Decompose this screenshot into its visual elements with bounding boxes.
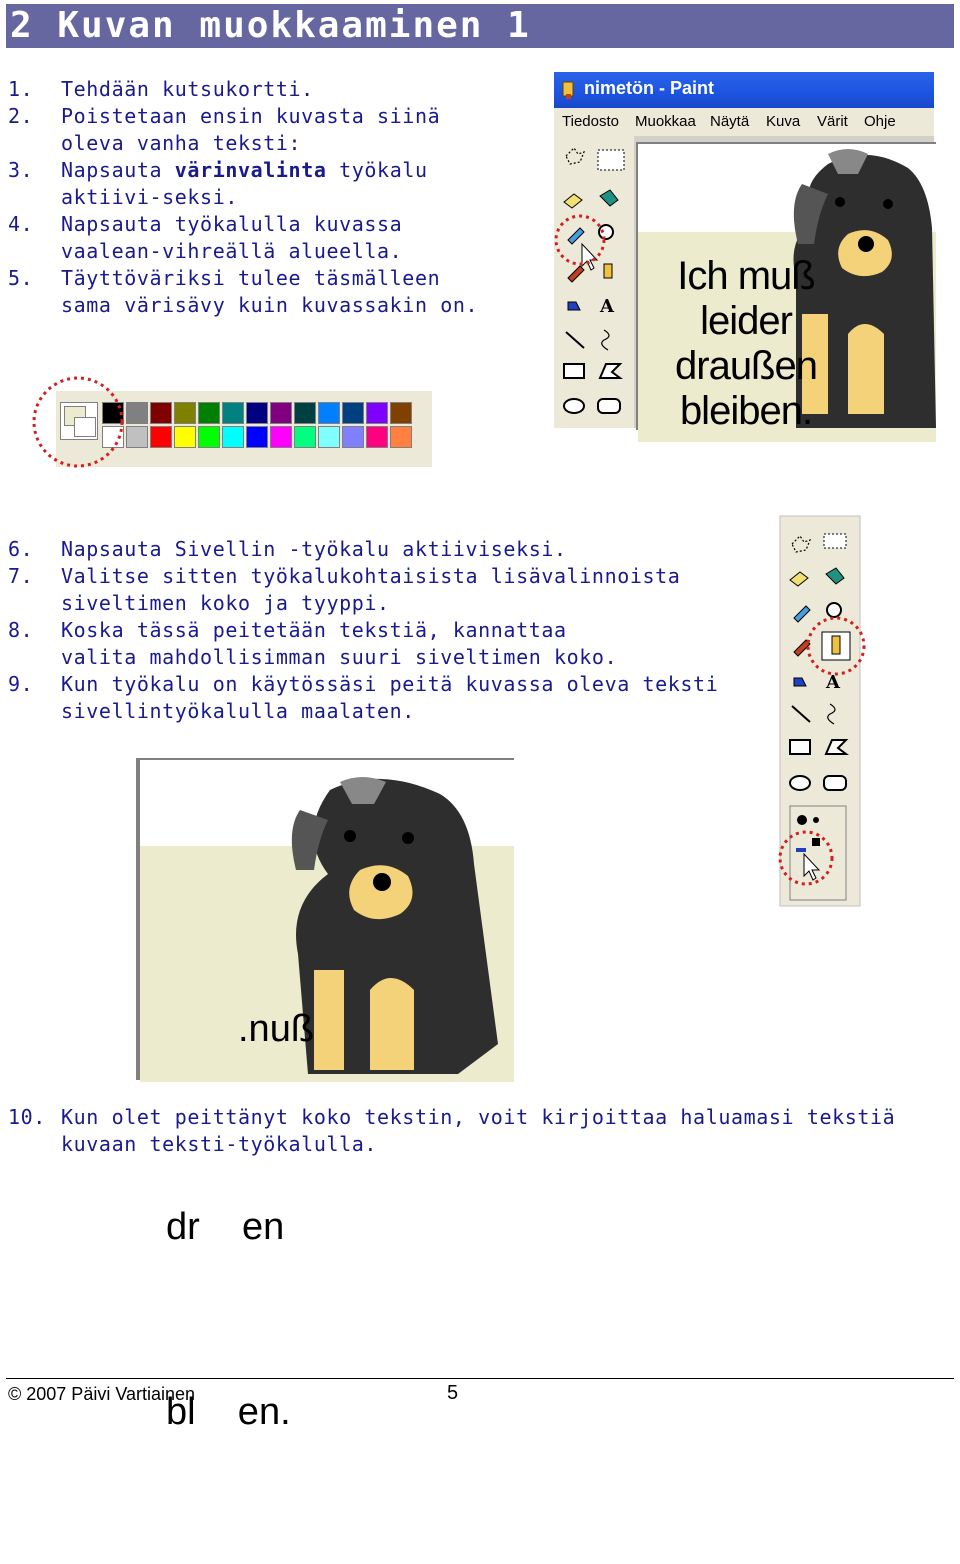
brush-icon [604,264,612,278]
palette-swatch[interactable] [270,402,292,424]
card-text-line-2: leider [700,299,792,343]
erased-text-line-1: .nuß [238,1008,315,1050]
palette-swatch[interactable] [390,426,412,448]
step-8: 8. Koska tässä peitetään tekstiä, kannattaa valita mahdollisimman suuri siveltimen koko. [8,618,618,669]
menu-tiedosto[interactable]: Tiedosto [562,113,619,130]
ellipse-icon [564,399,584,413]
palette-swatch[interactable] [270,426,292,448]
rect-select-icon [598,150,624,170]
step-4: 4. Napsauta työkalulla kuvassa vaalean-vihreällä alueella. [8,212,403,263]
step-10: 10. Kun olet peittänyt koko tekstin, voit kirjoittaa haluamasi tekstiä kuvaan teksti-työkalulla. [8,1105,896,1156]
paint-window-title: nimetön - Paint [584,78,714,98]
palette-swatch[interactable] [294,402,316,424]
paint-canvas[interactable] [636,142,936,433]
step-5: 5. Täyttöväriksi tulee täsmälleen sama värisävy kuin kuvassakin on. [8,266,479,317]
menu-nayta[interactable]: Näytä [710,113,750,130]
brush-size-selected [796,848,806,852]
steps-group-1 [8,76,498,319]
step-3: 3. Napsauta värinvalinta työkalu aktiivi-seksi. [8,158,428,209]
card-text-line-1: Ich muß [677,254,815,298]
rounded-rect-icon [598,399,620,413]
step-1: 1. Tehdään kutsukortti. [8,77,314,101]
paint-menubar [554,108,934,136]
footer-divider [6,1378,954,1379]
color-palette [20,352,436,476]
palette-swatch[interactable] [390,402,412,424]
paint-app-icon [560,80,578,100]
palette-swatch[interactable] [318,426,340,448]
brush-size-large [797,815,807,825]
palette-swatch[interactable] [198,402,220,424]
brush-size-medium [813,817,819,823]
page-number: 5 [447,1382,459,1404]
palette-swatch[interactable] [294,426,316,448]
brush-size-square-large [812,838,820,846]
page-title: 2 Kuvan muokkaaminen 1 [10,5,531,46]
menu-muokkaa[interactable]: Muokkaa [635,113,696,130]
erased-text-line-3: bl en. [166,1391,291,1433]
step-9: 9. Kun työkalu on käytössäsi peitä kuvassa oleva teksti sivellintyökalulla maalaten. [8,672,719,723]
erased-card-image [136,758,514,1433]
palette-swatch[interactable] [246,426,268,448]
palette-swatch[interactable] [222,402,244,424]
card-text [666,254,826,434]
palette-swatch[interactable] [198,426,220,448]
toolbox-brush-screenshot [780,516,866,908]
paint-toolbox [554,136,634,428]
card-text-line-3: draußen [675,344,817,388]
palette-swatch[interactable] [150,426,172,448]
magnifier-icon [827,603,841,617]
palette-swatch[interactable] [174,402,196,424]
palette-swatch[interactable] [342,426,364,448]
palette-swatch[interactable] [342,402,364,424]
palette-swatch[interactable] [366,426,388,448]
step-2: 2. Poistetaan ensin kuvasta siinä oleva vanha teksti: [8,104,441,155]
step-7: 7. Valitse sitten työkalukohtaisista lisävalinnoista siveltimen koko ja tyyppi. [8,564,681,615]
text-tool-icon: A [600,296,614,317]
rounded-rect-icon [824,776,846,790]
step-6: 6. Napsauta Sivellin -työkalu aktiiviseksi. [8,537,567,561]
menu-varit[interactable]: Värit [817,113,848,130]
palette-swatch[interactable] [222,426,244,448]
brush-icon [832,636,840,654]
rectangle-icon [564,364,584,378]
rect-select-icon [824,534,846,548]
menu-kuva[interactable]: Kuva [766,113,801,130]
card-text-line-4: bleiben. [679,389,813,433]
palette-swatch[interactable] [318,402,340,424]
palette-swatch[interactable] [150,402,172,424]
steps-group-2 [8,536,728,725]
text-tool-icon: A [826,672,840,693]
footer-copyright: © 2007 Päivi Vartiainen [8,1384,196,1404]
erased-card-text [166,864,326,1564]
paint-window-screenshot [554,72,934,433]
rectangle-icon [790,740,810,754]
menu-ohje[interactable]: Ohje [864,113,896,130]
palette-swatch[interactable] [246,402,268,424]
palette-swatch[interactable] [174,426,196,448]
ellipse-icon [790,776,810,790]
erased-text-line-2: dr en [166,1206,285,1248]
palette-highlight [30,372,130,472]
palette-swatch[interactable] [366,402,388,424]
